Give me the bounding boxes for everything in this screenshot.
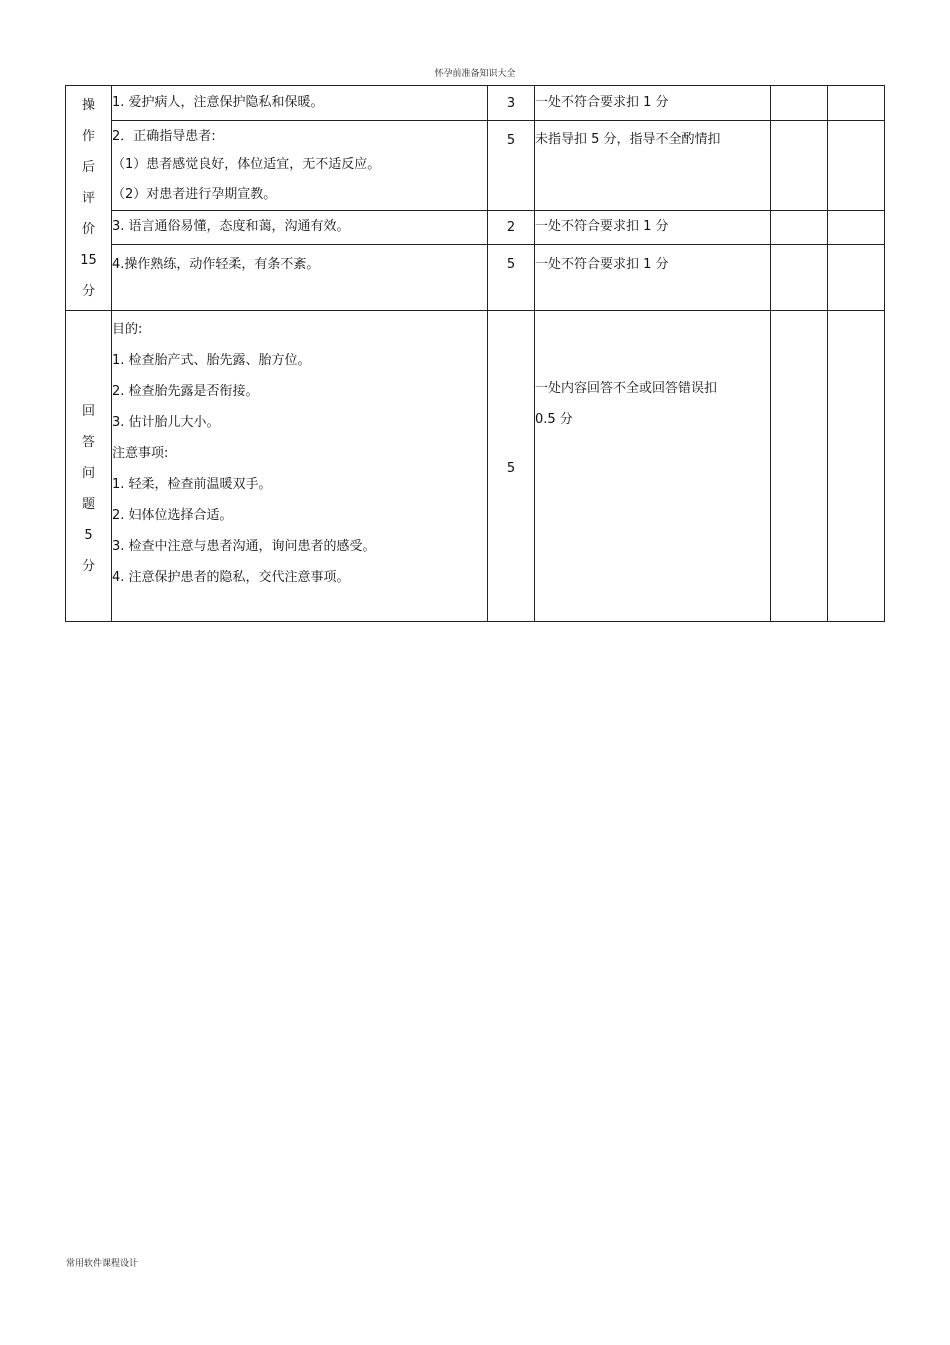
section-label-char: 作 — [81, 128, 95, 144]
criteria-text: 一处不符合要求扣 1 分 — [535, 95, 669, 110]
item-criteria — [535, 245, 771, 311]
section-label-char: 评 — [81, 190, 95, 206]
criteria-text: 未指导扣 5 分，指导不全酌情扣 — [535, 132, 721, 147]
item-score: 5 — [488, 245, 535, 311]
item-content — [112, 121, 488, 211]
item-criteria — [535, 121, 771, 211]
page-header: 怀孕前准备知识大全 — [434, 69, 516, 79]
criteria-text: 0.5 分 — [535, 412, 573, 427]
table-row — [66, 86, 885, 121]
empty-cell — [828, 245, 885, 311]
item-criteria — [535, 86, 771, 121]
criteria-text: 一处不符合要求扣 1 分 — [535, 257, 669, 272]
table-row — [66, 245, 885, 311]
question-criteria — [535, 311, 771, 622]
section-label-char: 后 — [81, 159, 95, 175]
item-score: 5 — [488, 121, 535, 211]
empty-cell — [771, 311, 828, 622]
question-text: 注意事项: — [112, 446, 169, 461]
section-label-char: 5 — [84, 528, 93, 543]
page-footer: 常用软件课程设计 — [66, 1259, 139, 1269]
item-content — [112, 211, 488, 245]
empty-cell — [828, 311, 885, 622]
item-content — [112, 245, 488, 311]
criteria-text: 一处不符合要求扣 1 分 — [535, 219, 669, 234]
section-label-char: 问 — [81, 466, 95, 481]
empty-cell — [828, 121, 885, 211]
scoring-table — [65, 85, 885, 622]
table-row — [66, 121, 885, 211]
section-label-char: 操 — [81, 97, 95, 113]
question-text: 1. 轻柔，检查前温暖双手。 — [112, 477, 272, 492]
empty-cell — [828, 211, 885, 245]
item-text: 4.操作熟练，动作轻柔，有条不紊。 — [112, 257, 320, 272]
question-content — [112, 311, 488, 622]
item-criteria — [535, 211, 771, 245]
section-label-post-operation — [66, 86, 112, 311]
empty-cell — [828, 86, 885, 121]
question-text: 4. 注意保护患者的隐私，交代注意事项。 — [112, 570, 350, 585]
item-score: 3 — [488, 86, 535, 121]
item-text: （1）患者感觉良好，体位适宜，无不适反应。 — [112, 157, 381, 172]
section-label-char: 15 — [80, 252, 97, 268]
question-text: 2. 检查胎先露是否衔接。 — [112, 384, 259, 399]
item-score: 2 — [488, 211, 535, 245]
question-text: 3. 检查中注意与患者沟通，询问患者的感受。 — [112, 539, 376, 554]
section-label-char: 分 — [81, 283, 95, 299]
table-row — [66, 211, 885, 245]
item-text: 3. 语言通俗易懂，态度和蔼，沟通有效。 — [112, 219, 350, 234]
section-label-answer-questions — [66, 311, 112, 622]
section-label-char: 答 — [81, 435, 95, 450]
table-row — [66, 311, 885, 622]
item-text: 2．正确指导患者: — [112, 129, 216, 144]
empty-cell — [771, 245, 828, 311]
question-text: 1. 检查胎产式、胎先露、胎方位。 — [112, 353, 311, 368]
empty-cell — [771, 86, 828, 121]
item-text: 1. 爱护病人，注意保护隐私和保暖。 — [112, 95, 324, 110]
item-content — [112, 86, 488, 121]
criteria-text: 一处内容回答不全或回答错误扣 — [535, 381, 718, 396]
section-label-char: 回 — [81, 404, 95, 419]
question-text: 2. 妇体位选择合适。 — [112, 508, 233, 523]
empty-cell — [771, 121, 828, 211]
empty-cell — [771, 211, 828, 245]
item-text: （2）对患者进行孕期宣教。 — [112, 187, 277, 202]
section-label-char: 分 — [81, 559, 95, 574]
question-score: 5 — [488, 311, 535, 622]
question-text: 目的: — [112, 322, 143, 337]
section-label-char: 题 — [81, 497, 95, 512]
question-text: 3. 估计胎儿大小。 — [112, 415, 220, 430]
section-label-char: 价 — [81, 221, 95, 237]
